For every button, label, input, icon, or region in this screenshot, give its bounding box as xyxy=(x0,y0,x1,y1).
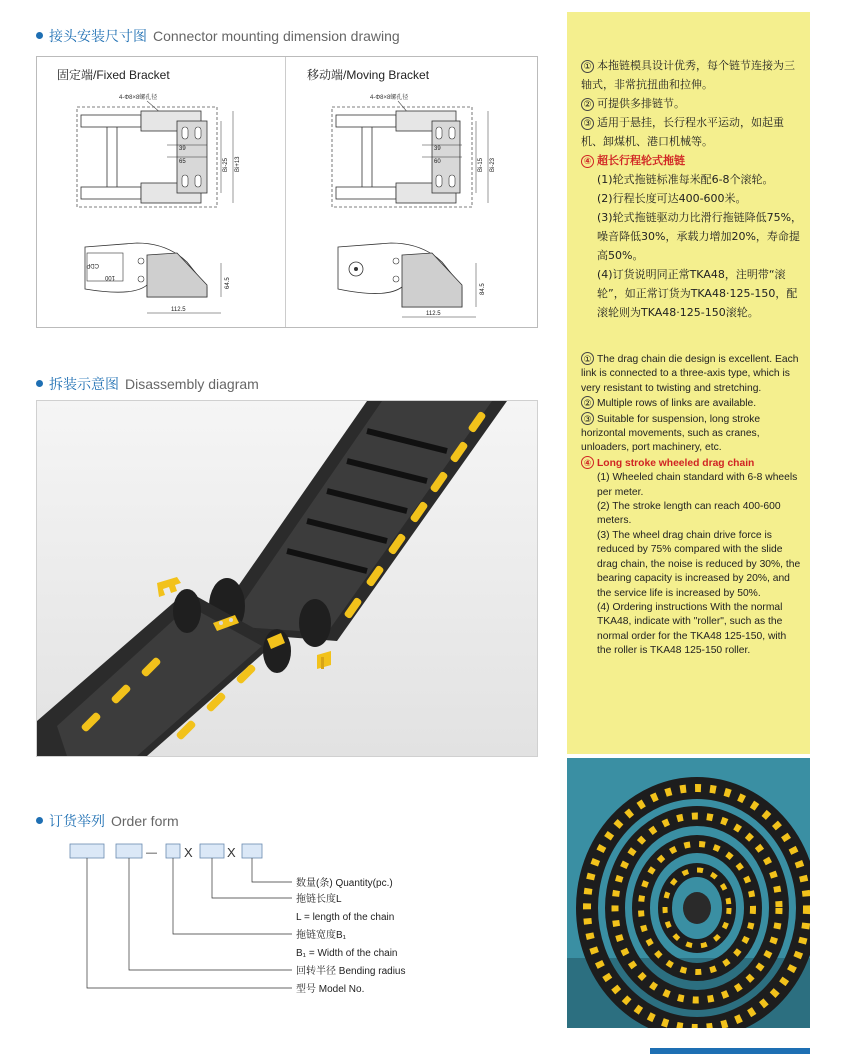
feature-cn-2: ② 可提供多排链节。 xyxy=(581,94,803,113)
number-3-icon: ③ xyxy=(581,412,594,425)
feature-en-4-3: (3) The wheel drag chain drive force is reduced by 75% compared with the slide drag chain, the noise is reduced by 30%, the bearing capacity is increased by 20%, and the service life is increased by 50%. xyxy=(597,529,801,599)
dimension-title-en: Connector mounting dimension drawing xyxy=(153,28,400,44)
disassembly-title-en: Disassembly diagram xyxy=(125,376,259,392)
feature-cn-4-4: (4)订货说明同正常TKA48，注明带“滚轮”，如正常订货为TKA48·125-150，配滚轮则为TKA48·125-150滚轮。 xyxy=(597,268,798,319)
label-width-en: B₁ = Width of the chain xyxy=(296,948,398,959)
order-section-title xyxy=(36,811,179,831)
footer-accent-bar xyxy=(650,1048,810,1054)
coiled-chain-image xyxy=(567,758,810,1028)
moving-bracket-label: 移动端/Moving Bracket xyxy=(307,68,430,82)
drag-chain-illustration xyxy=(37,401,537,756)
fixed-cdp-label: CDP xyxy=(86,262,99,268)
coiled-chain-photo xyxy=(567,758,810,1028)
number-1-icon: ① xyxy=(581,352,594,365)
moving-dim-bi23: Bi-23 xyxy=(490,157,496,172)
moving-bracket-drawing xyxy=(286,57,536,327)
feature-en-4: ④ Long stroke wheeled drag chain xyxy=(581,456,803,471)
dimension-section-title xyxy=(36,26,400,46)
number-4-icon: ④ xyxy=(581,155,594,168)
feature-panel xyxy=(567,12,810,754)
feature-cn-4-1: (1)轮式拖链标准每米配6-8个滚轮。 xyxy=(597,173,774,186)
bullet-dot-icon xyxy=(36,32,43,39)
fixed-100-label: 100 xyxy=(104,274,115,280)
order-dash: — xyxy=(146,847,157,859)
disassembly-diagram xyxy=(36,400,538,757)
moving-hole-note: 4-Φ8×8螺孔径 xyxy=(370,95,409,101)
order-x2: X xyxy=(227,845,236,860)
feature-cn-1: ① 本拖链模具设计优秀，每个链节连接为三轴式，非常抗扭曲和拉伸。 xyxy=(581,59,795,91)
dimension-drawing xyxy=(36,56,538,328)
length-box xyxy=(200,844,224,858)
feature-en-2: ② Multiple rows of links are available. xyxy=(581,396,803,411)
fixed-dim-645: 64.5 xyxy=(225,277,231,289)
features-en xyxy=(581,352,803,659)
features-cn xyxy=(581,56,803,322)
feature-en-4-2: (2) The stroke length can reach 400-600 meters. xyxy=(597,501,781,527)
moving-dim-39: 39 xyxy=(434,146,441,152)
width-box xyxy=(166,844,180,858)
number-4-icon: ④ xyxy=(581,456,594,469)
number-3-icon: ③ xyxy=(581,117,594,130)
bullet-dot-icon xyxy=(36,817,43,824)
label-length-cn: 拖链长度L xyxy=(296,894,342,905)
label-model: 型号 Model No. xyxy=(296,984,365,995)
fixed-dim-39: 39 xyxy=(179,146,186,152)
order-x1: X xyxy=(184,845,193,860)
dimension-title-cn: 接头安装尺寸图 xyxy=(49,28,147,44)
fixed-bracket-drawing xyxy=(37,57,285,327)
number-2-icon: ② xyxy=(581,396,594,409)
label-quantity: 数量(条) Quantity(pc.) xyxy=(296,878,393,889)
label-length-en: L = length of the chain xyxy=(296,912,395,923)
disassembly-title-cn: 拆装示意图 xyxy=(49,376,119,392)
moving-dim-60: 60 xyxy=(434,159,441,165)
label-radius: 回转半径 Bending radius xyxy=(296,966,406,977)
fixed-dim-65: 65 xyxy=(179,159,186,165)
feature-en-4-4: (4) Ordering instructions With the normal TKA48, indicate with "roller", such as the normal order for the TKA48 125-150, with the roller is TKA48 125-150 roller. xyxy=(597,601,787,657)
feature-en-1: ① The drag chain die design is excellent. Each link is connected to a three-axis type, which is very resistant to twisting and stretching. xyxy=(581,354,799,394)
fixed-hole-note: 4-Φ8×8螺孔径 xyxy=(119,95,158,101)
fixed-bracket-label: 固定端/Fixed Bracket xyxy=(57,68,170,82)
moving-dim-bi15: Bi-15 xyxy=(478,157,484,172)
model-box xyxy=(70,844,104,858)
bullet-dot-icon xyxy=(36,380,43,387)
moving-dim-1125: 112.5 xyxy=(426,311,441,317)
order-form-diagram xyxy=(60,838,480,1003)
radius-box xyxy=(116,844,142,858)
fixed-dim-bi25: Bi-25 xyxy=(223,157,229,172)
fixed-dim-1125: 112.5 xyxy=(171,307,186,313)
order-title-en: Order form xyxy=(111,813,179,829)
number-1-icon: ① xyxy=(581,60,594,73)
feature-cn-4: ④ 超长行程轮式拖链 xyxy=(581,151,803,170)
moving-dim-845: 84.5 xyxy=(480,283,486,295)
feature-en-3: ③ Suitable for suspension, long stroke horizontal movements, such as cranes, unloaders, port machinery, etc. xyxy=(581,413,761,454)
disassembly-section-title xyxy=(36,374,259,394)
order-title-cn: 订货举列 xyxy=(49,813,105,829)
feature-cn-4-2: (2)行程长度可达400-600米。 xyxy=(597,192,747,205)
fixed-dim-bi13: Bi+13 xyxy=(235,156,241,172)
feature-en-4-1: (1) Wheeled chain standard with 6-8 wheels per meter. xyxy=(597,472,798,498)
feature-cn-3: ③ 适用于悬挂，长行程水平运动，如起重机、卸煤机、港口机械等。 xyxy=(581,116,784,148)
feature-cn-4-3: (3)轮式拖链驱动力比滑行拖链降低75%，噪音降低30%，承载力增加20%，寿命提高50%。 xyxy=(597,211,803,262)
quantity-box xyxy=(242,844,262,858)
label-width-cn: 拖链宽度B₁ xyxy=(296,930,347,941)
number-2-icon: ② xyxy=(581,98,594,111)
